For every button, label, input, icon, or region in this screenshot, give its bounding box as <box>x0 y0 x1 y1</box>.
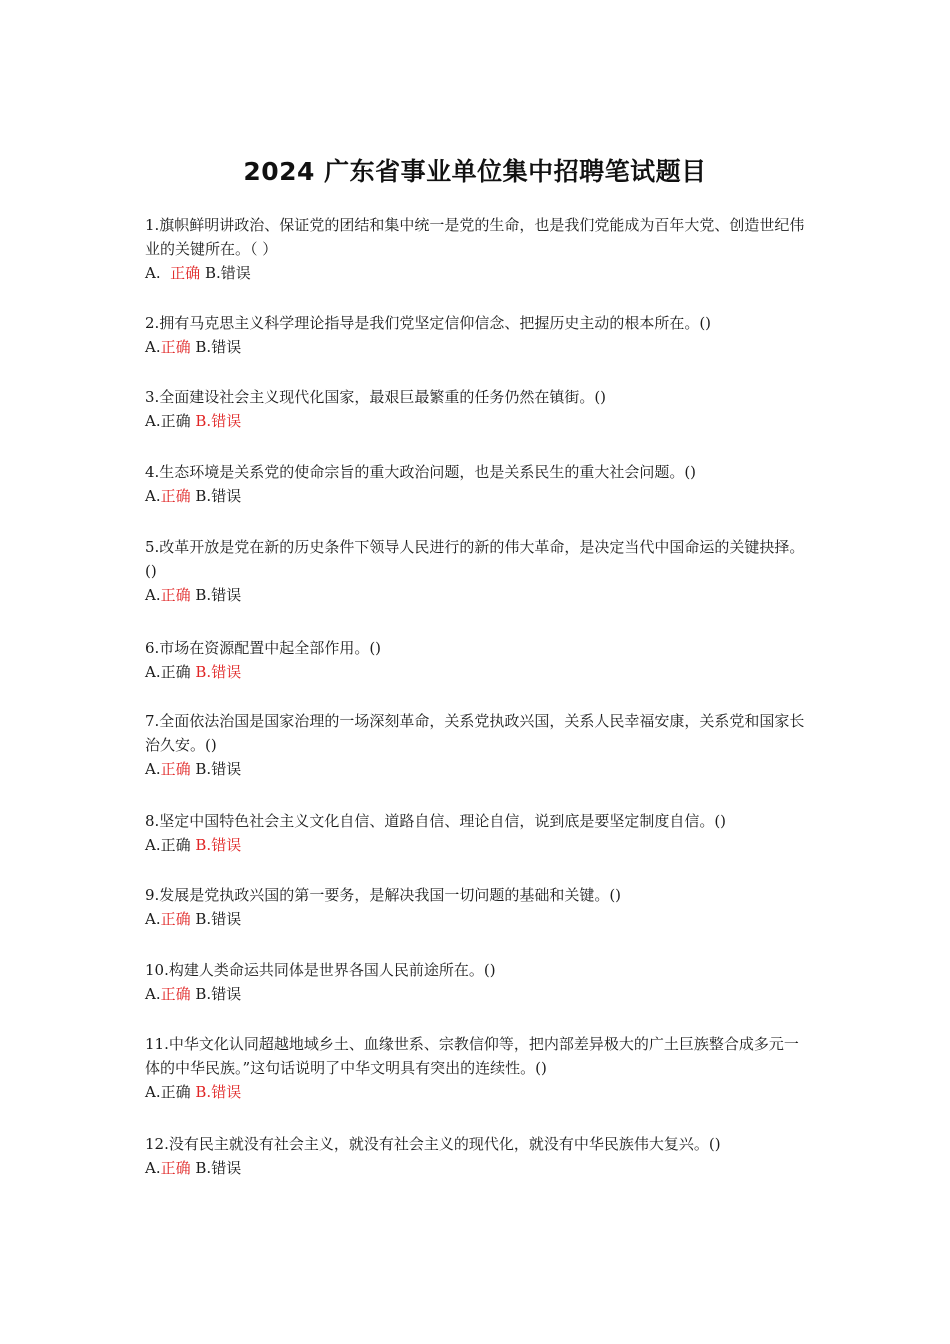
question-item <box>145 883 813 930</box>
option-b-text: 错误 <box>211 586 242 604</box>
question-item <box>145 1032 813 1103</box>
question-item <box>145 958 813 1005</box>
question-item <box>145 311 813 358</box>
question-options <box>145 834 813 856</box>
option-a-prefix: A. <box>145 264 161 282</box>
option-a-text: 正确 <box>160 836 191 854</box>
option-b-prefix: B. <box>195 910 212 928</box>
option-a-prefix: A. <box>145 487 161 505</box>
question-stem: 7.全面依法治国是国家治理的一场深刻革命，关系党执政兴国，关系人民幸福安康，关系党和国家长治久安。() <box>145 712 805 754</box>
option-a-prefix: A. <box>145 412 161 430</box>
option-b-prefix: B. <box>195 760 212 778</box>
option-a-prefix: A. <box>145 338 161 356</box>
option-b-prefix: B. <box>195 985 212 1003</box>
option-b-prefix: B. <box>195 586 212 604</box>
option-a-text: 正确 <box>160 1159 191 1177</box>
question-stem: 10.构建人类命运共同体是世界各国人民前途所在。() <box>145 961 496 979</box>
option-b-prefix: B. <box>195 836 212 854</box>
option-a-text: 正确 <box>160 487 191 505</box>
question-stem: 3.全面建设社会主义现代化国家，最艰巨最繁重的任务仍然在镇街。() <box>145 388 607 406</box>
option-a-text: 正确 <box>160 1083 191 1101</box>
option-b-prefix: B. <box>195 412 212 430</box>
question-item <box>145 809 813 856</box>
question-options <box>145 983 813 1005</box>
question-item <box>145 213 813 284</box>
question-item <box>145 460 813 507</box>
option-b-text: 错误 <box>220 264 251 282</box>
option-b-text: 错误 <box>211 412 242 430</box>
option-b-text: 错误 <box>211 985 242 1003</box>
question-options <box>145 336 813 358</box>
question-item <box>145 709 813 780</box>
question-stem: 12.没有民主就没有社会主义，就没有社会主义的现代化，就没有中华民族伟大复兴。() <box>145 1135 721 1153</box>
option-a-text: 正确 <box>160 338 191 356</box>
option-b-prefix: B. <box>195 338 212 356</box>
question-options <box>145 1081 813 1103</box>
question-stem: 6.市场在资源配置中起全部作用。() <box>145 639 382 657</box>
question-options <box>145 584 813 606</box>
question-item <box>145 535 813 606</box>
question-options <box>145 908 813 930</box>
option-a-prefix: A. <box>145 910 161 928</box>
option-b-text: 错误 <box>211 338 242 356</box>
option-a-text: 正确 <box>160 910 191 928</box>
question-item <box>145 1132 813 1179</box>
question-stem: 1.旗帜鲜明讲政治、保证党的团结和集中统一是党的生命，也是我们党能成为百年大党、创造世纪伟业的关键所在。（ ） <box>145 216 805 258</box>
question-stem: 5.改革开放是党在新的历史条件下领导人民进行的新的伟大革命，是决定当代中国命运的关键抉择。() <box>145 538 805 580</box>
option-a-text: 正确 <box>160 760 191 778</box>
question-item <box>145 385 813 432</box>
option-b-text: 错误 <box>211 663 242 681</box>
question-stem: 4.生态环境是关系党的使命宗旨的重大政治问题，也是关系民生的重大社会问题。() <box>145 463 697 481</box>
option-a-prefix: A. <box>145 760 161 778</box>
question-options <box>145 485 813 507</box>
option-a-text: 正确 <box>160 412 191 430</box>
option-a-prefix: A. <box>145 663 161 681</box>
option-b-prefix: B. <box>195 663 212 681</box>
option-a-prefix: A. <box>145 1083 161 1101</box>
option-a-text: 正确 <box>160 586 191 604</box>
question-item <box>145 636 813 683</box>
question-options <box>145 758 813 780</box>
question-stem: 9.发展是党执政兴国的第一要务，是解决我国一切问题的基础和关键。() <box>145 886 622 904</box>
option-a-text: 正确 <box>170 264 201 282</box>
option-b-text: 错误 <box>211 1159 242 1177</box>
question-stem: 2.拥有马克思主义科学理论指导是我们党坚定信仰信念、把握历史主动的根本所在。() <box>145 314 712 332</box>
question-options <box>145 410 813 432</box>
option-a-prefix: A. <box>145 836 161 854</box>
option-a-prefix: A. <box>145 985 161 1003</box>
question-options <box>145 262 813 284</box>
question-stem: 8.坚定中国特色社会主义文化自信、道路自信、理论自信，说到底是要坚定制度自信。() <box>145 812 727 830</box>
page-title: 2024 广东省事业单位集中招聘笔试题目 <box>243 157 707 186</box>
option-b-prefix: B. <box>204 264 221 282</box>
option-b-text: 错误 <box>211 1083 242 1101</box>
option-b-prefix: B. <box>195 1083 212 1101</box>
option-a-text: 正确 <box>160 985 191 1003</box>
option-b-text: 错误 <box>211 760 242 778</box>
option-b-text: 错误 <box>211 836 242 854</box>
option-b-text: 错误 <box>211 910 242 928</box>
option-a-text: 正确 <box>160 663 191 681</box>
option-b-prefix: B. <box>195 487 212 505</box>
option-a-prefix: A. <box>145 1159 161 1177</box>
question-options <box>145 661 813 683</box>
question-stem: 11.中华文化认同超越地域乡土、血缘世系、宗教信仰等，把内部差异极大的广土巨族整合成多元一体的中华民族。”这句话说明了中华文明具有突出的连续性。() <box>145 1035 799 1077</box>
question-options <box>145 1157 813 1179</box>
option-b-prefix: B. <box>195 1159 212 1177</box>
option-b-text: 错误 <box>211 487 242 505</box>
option-a-prefix: A. <box>145 586 161 604</box>
